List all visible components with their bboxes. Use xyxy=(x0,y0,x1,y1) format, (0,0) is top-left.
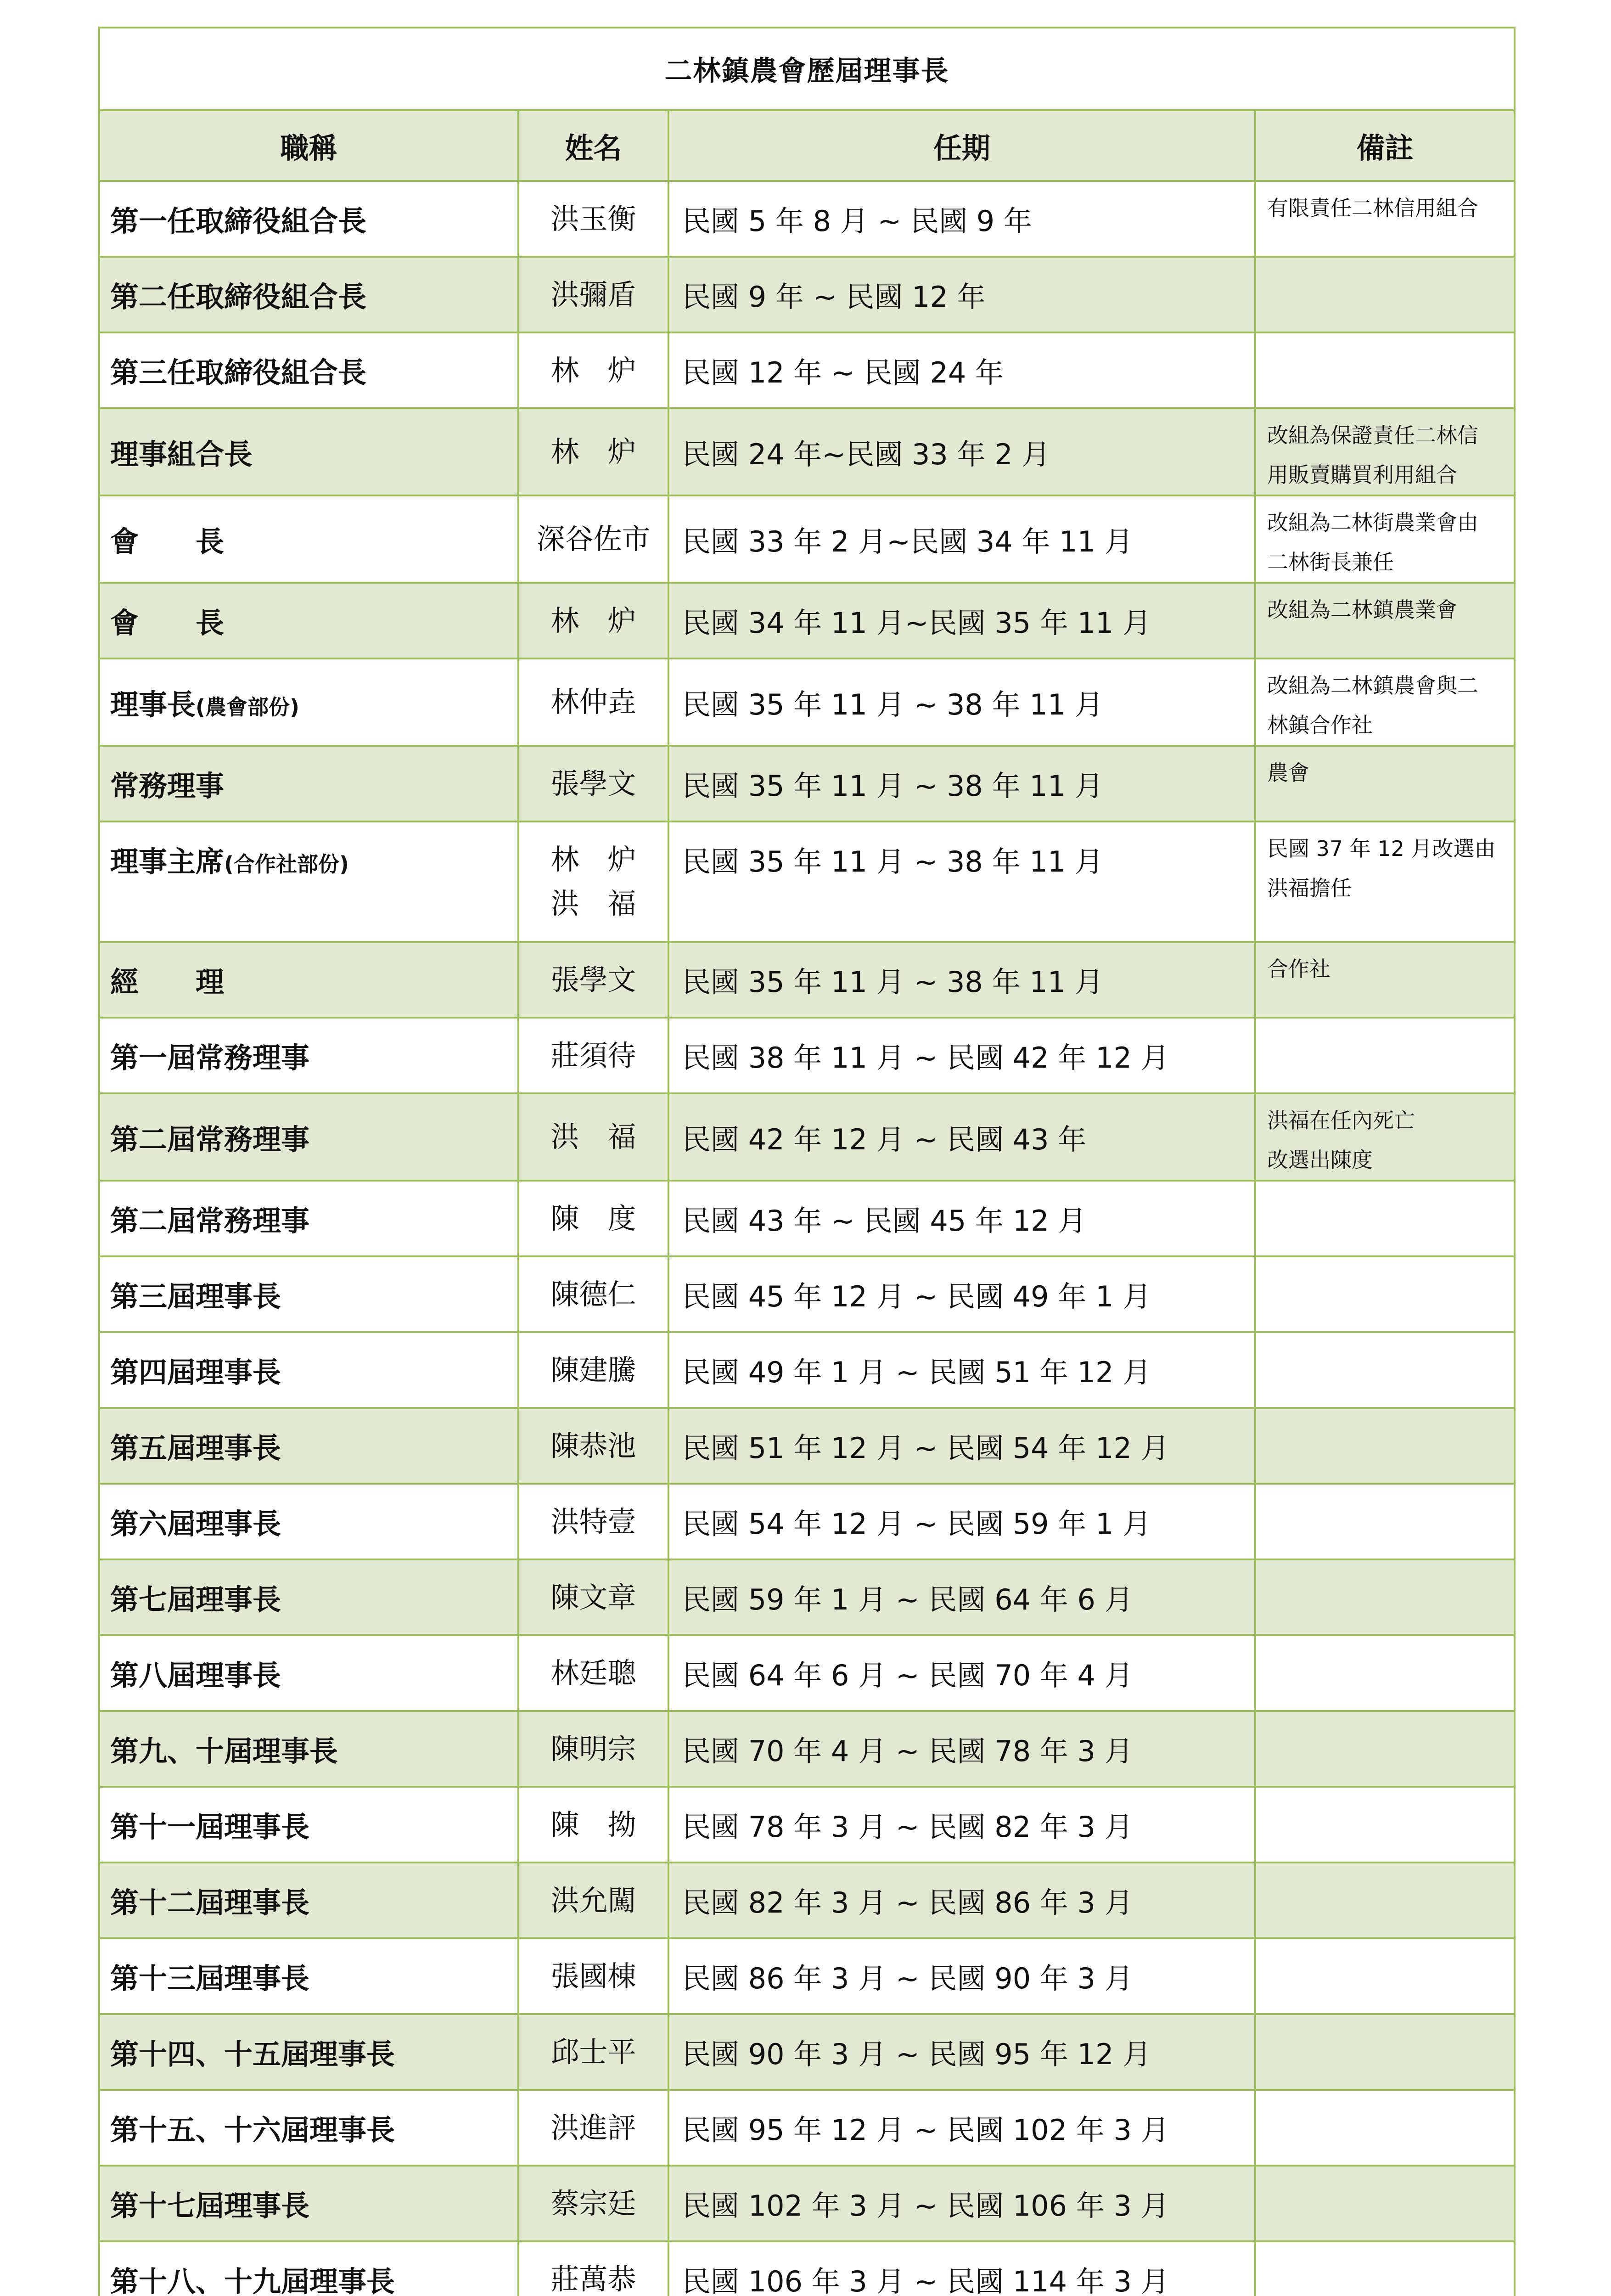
name-text: 莊須待 xyxy=(519,1034,668,1078)
table-row xyxy=(99,332,1515,408)
table-row xyxy=(99,658,1515,746)
position-cell xyxy=(99,1787,518,1863)
name-text: 林仲垚 xyxy=(519,680,668,724)
position-cell xyxy=(99,822,518,942)
term-cell: 民國 43 年 ~ 民國 45 年 12 月 xyxy=(668,1181,1255,1256)
position-subtext: (合作社部份) xyxy=(224,852,349,877)
position-cell xyxy=(99,181,518,257)
column-header-term: 任期 xyxy=(668,110,1255,181)
position-cell xyxy=(99,1635,518,1711)
table-row xyxy=(99,1559,1515,1635)
position-text: 第二屆常務理事 xyxy=(110,1204,309,1238)
term-cell: 民國 35 年 11 月 ~ 38 年 11 月 xyxy=(668,942,1255,1018)
position-text: 第二任取締役組合長 xyxy=(110,280,366,314)
note-cell xyxy=(1255,942,1515,1018)
position-text: 第一任取締役組合長 xyxy=(110,204,366,238)
note-text: 合作社 xyxy=(1267,949,1508,989)
table-row xyxy=(99,408,1515,495)
name-cell xyxy=(518,822,668,942)
note-cell xyxy=(1255,1332,1515,1408)
note-text: 民國 37 年 12 月改選由 xyxy=(1267,829,1508,868)
term-cell: 民國 102 年 3 月 ~ 民國 106 年 3 月 xyxy=(668,2166,1255,2241)
name-cell xyxy=(518,942,668,1018)
note-cell xyxy=(1255,1711,1515,1787)
table-row xyxy=(99,1018,1515,1093)
table-header-row xyxy=(99,110,1515,181)
position-cell xyxy=(99,942,518,1018)
note-text: 用販賣購買利用組合 xyxy=(1267,455,1508,495)
name-text: 洪允闖 xyxy=(519,1879,668,1923)
term-cell: 民國 70 年 4 月 ~ 民國 78 年 3 月 xyxy=(668,1711,1255,1787)
table-row xyxy=(99,1181,1515,1256)
position-cell xyxy=(99,1093,518,1181)
note-cell xyxy=(1255,1484,1515,1559)
table-row xyxy=(99,1863,1515,1938)
term-cell: 民國 5 年 8 月 ~ 民國 9 年 xyxy=(668,181,1255,257)
name-cell xyxy=(518,2090,668,2166)
note-cell xyxy=(1255,1093,1515,1181)
table-row xyxy=(99,1093,1515,1181)
name-cell xyxy=(518,332,668,408)
note-text: 改組為二林鎮農會與二 xyxy=(1267,666,1508,705)
table-row xyxy=(99,1635,1515,1711)
position-cell xyxy=(99,1938,518,2014)
name-text: 洪玉衡 xyxy=(519,197,668,241)
name-cell xyxy=(518,2241,668,2296)
name-cell xyxy=(518,181,668,257)
position-text: 理事長 xyxy=(110,688,196,721)
note-cell xyxy=(1255,2166,1515,2241)
position-text: 第五屆理事長 xyxy=(110,1431,281,1465)
position-cell xyxy=(99,495,518,583)
table-row xyxy=(99,2090,1515,2166)
note-cell xyxy=(1255,583,1515,658)
term-cell: 民國 49 年 1 月 ~ 民國 51 年 12 月 xyxy=(668,1332,1255,1408)
term-cell: 民國 42 年 12 月 ~ 民國 43 年 xyxy=(668,1093,1255,1181)
name-text: 邱士平 xyxy=(519,2030,668,2074)
term-cell: 民國 35 年 11 月 ~ 38 年 11 月 xyxy=(668,746,1255,822)
position-text: 會 長 xyxy=(110,606,224,640)
name-text: 陳德仁 xyxy=(519,1272,668,1317)
table-row xyxy=(99,822,1515,942)
note-cell xyxy=(1255,1181,1515,1256)
name-text: 張國棟 xyxy=(519,1954,668,1998)
position-text: 第七屆理事長 xyxy=(110,1583,281,1616)
note-text: 洪福擔任 xyxy=(1267,868,1508,908)
name-text: 洪 福 xyxy=(519,882,668,926)
position-cell xyxy=(99,408,518,495)
name-text: 洪進評 xyxy=(519,2106,668,2150)
term-cell: 民國 35 年 11 月 ~ 38 年 11 月 xyxy=(668,658,1255,746)
position-cell xyxy=(99,332,518,408)
table-row xyxy=(99,257,1515,332)
note-cell xyxy=(1255,1559,1515,1635)
name-text: 陳 拗 xyxy=(519,1803,668,1847)
table-row xyxy=(99,1332,1515,1408)
position-cell xyxy=(99,583,518,658)
term-cell: 民國 86 年 3 月 ~ 民國 90 年 3 月 xyxy=(668,1938,1255,2014)
name-text: 深谷佐市 xyxy=(519,517,668,561)
position-text: 第十三屆理事長 xyxy=(110,1962,309,1995)
note-cell xyxy=(1255,1938,1515,2014)
name-text: 陳建騰 xyxy=(519,1348,668,1392)
note-cell xyxy=(1255,332,1515,408)
name-cell xyxy=(518,1559,668,1635)
column-header-position: 職稱 xyxy=(99,110,518,181)
note-cell xyxy=(1255,2014,1515,2090)
position-cell xyxy=(99,1408,518,1484)
note-cell xyxy=(1255,1635,1515,1711)
position-text: 第十七屆理事長 xyxy=(110,2189,309,2223)
position-cell xyxy=(99,1181,518,1256)
table-title: 二林鎮農會歷屆理事長 xyxy=(99,28,1515,110)
name-cell xyxy=(518,1711,668,1787)
position-cell xyxy=(99,1256,518,1332)
name-cell xyxy=(518,1181,668,1256)
name-text: 莊萬恭 xyxy=(519,2257,668,2296)
name-cell xyxy=(518,746,668,822)
position-cell xyxy=(99,1863,518,1938)
name-text: 林 炉 xyxy=(519,430,668,474)
note-text: 改選出陳度 xyxy=(1267,1140,1508,1180)
term-cell: 民國 78 年 3 月 ~ 民國 82 年 3 月 xyxy=(668,1787,1255,1863)
position-text: 第九、十屆理事長 xyxy=(110,1734,338,1768)
name-text: 洪特壹 xyxy=(519,1500,668,1544)
note-text: 改組為二林街農業會由 xyxy=(1267,503,1508,542)
position-cell xyxy=(99,658,518,746)
table-row xyxy=(99,181,1515,257)
position-text: 第二屆常務理事 xyxy=(110,1123,309,1156)
term-cell: 民國 9 年 ~ 民國 12 年 xyxy=(668,257,1255,332)
table-row xyxy=(99,942,1515,1018)
note-cell xyxy=(1255,2090,1515,2166)
name-text: 林 炉 xyxy=(519,599,668,643)
position-cell xyxy=(99,2241,518,2296)
table-row xyxy=(99,1484,1515,1559)
term-cell: 民國 95 年 12 月 ~ 民國 102 年 3 月 xyxy=(668,2090,1255,2166)
position-cell xyxy=(99,746,518,822)
table-row xyxy=(99,1787,1515,1863)
term-cell: 民國 24 年~民國 33 年 2 月 xyxy=(668,408,1255,495)
name-text: 張學文 xyxy=(519,958,668,1002)
note-cell xyxy=(1255,495,1515,583)
name-text: 洪彌盾 xyxy=(519,273,668,317)
name-text: 陳 度 xyxy=(519,1197,668,1241)
position-text: 第六屆理事長 xyxy=(110,1507,281,1541)
position-cell xyxy=(99,2090,518,2166)
name-cell xyxy=(518,1484,668,1559)
term-cell: 民國 59 年 1 月 ~ 民國 64 年 6 月 xyxy=(668,1559,1255,1635)
position-cell xyxy=(99,257,518,332)
note-text: 二林街長兼任 xyxy=(1267,542,1508,582)
name-text: 洪 福 xyxy=(519,1115,668,1159)
name-cell xyxy=(518,257,668,332)
table-row xyxy=(99,2241,1515,2296)
name-cell xyxy=(518,1332,668,1408)
position-text: 第十一屆理事長 xyxy=(110,1810,309,1844)
term-cell: 民國 12 年 ~ 民國 24 年 xyxy=(668,332,1255,408)
note-cell xyxy=(1255,658,1515,746)
note-text: 改組為二林鎮農業會 xyxy=(1267,590,1508,630)
note-text: 農會 xyxy=(1267,753,1508,793)
position-text: 第十八、十九屆理事長 xyxy=(110,2265,395,2296)
position-text: 常務理事 xyxy=(110,769,224,803)
name-text: 陳明宗 xyxy=(519,1727,668,1771)
name-text: 林 炉 xyxy=(519,838,668,882)
table-row xyxy=(99,2014,1515,2090)
name-cell xyxy=(518,495,668,583)
name-cell xyxy=(518,1018,668,1093)
position-text: 第十四、十五屆理事長 xyxy=(110,2037,395,2071)
table-row xyxy=(99,1938,1515,2014)
table-row xyxy=(99,1711,1515,1787)
position-text: 第一屆常務理事 xyxy=(110,1041,309,1075)
table-row xyxy=(99,1256,1515,1332)
name-cell xyxy=(518,583,668,658)
position-text: 第十二屆理事長 xyxy=(110,1886,309,1919)
position-text: 經 理 xyxy=(110,965,224,999)
term-cell: 民國 38 年 11 月 ~ 民國 42 年 12 月 xyxy=(668,1018,1255,1093)
note-cell xyxy=(1255,408,1515,495)
note-cell xyxy=(1255,1018,1515,1093)
term-cell: 民國 82 年 3 月 ~ 民國 86 年 3 月 xyxy=(668,1863,1255,1938)
term-cell: 民國 51 年 12 月 ~ 民國 54 年 12 月 xyxy=(668,1408,1255,1484)
term-cell: 民國 34 年 11 月~民國 35 年 11 月 xyxy=(668,583,1255,658)
note-cell xyxy=(1255,181,1515,257)
note-text: 有限責任二林信用組合 xyxy=(1267,188,1508,228)
term-cell: 民國 33 年 2 月~民國 34 年 11 月 xyxy=(668,495,1255,583)
name-text: 林廷聰 xyxy=(519,1651,668,1695)
position-cell xyxy=(99,1332,518,1408)
note-cell xyxy=(1255,746,1515,822)
position-text: 第三屆理事長 xyxy=(110,1280,281,1313)
name-cell xyxy=(518,1938,668,2014)
note-cell xyxy=(1255,822,1515,942)
name-cell xyxy=(518,1787,668,1863)
name-text: 陳文章 xyxy=(519,1576,668,1620)
name-text: 張學文 xyxy=(519,762,668,806)
position-text: 第四屆理事長 xyxy=(110,1356,281,1389)
name-cell xyxy=(518,1863,668,1938)
name-cell xyxy=(518,408,668,495)
position-subtext: (農會部份) xyxy=(196,695,299,720)
name-cell xyxy=(518,1093,668,1181)
name-cell xyxy=(518,1408,668,1484)
note-text: 洪福在任內死亡 xyxy=(1267,1101,1508,1140)
name-cell xyxy=(518,2166,668,2241)
name-text: 蔡宗廷 xyxy=(519,2182,668,2226)
table-row xyxy=(99,746,1515,822)
table-row xyxy=(99,2166,1515,2241)
note-text: 林鎮合作社 xyxy=(1267,705,1508,745)
name-cell xyxy=(518,1635,668,1711)
term-cell: 民國 106 年 3 月 ~ 民國 114 年 3 月 xyxy=(668,2241,1255,2296)
position-cell xyxy=(99,1711,518,1787)
term-cell: 民國 45 年 12 月 ~ 民國 49 年 1 月 xyxy=(668,1256,1255,1332)
column-header-name: 姓名 xyxy=(518,110,668,181)
position-text: 第八屆理事長 xyxy=(110,1659,281,1692)
table-body xyxy=(99,181,1515,2296)
chairmen-table xyxy=(98,27,1516,2296)
position-text: 理事組合長 xyxy=(110,438,253,471)
position-cell xyxy=(99,2166,518,2241)
term-cell: 民國 35 年 11 月 ~ 38 年 11 月 xyxy=(668,822,1255,942)
note-cell xyxy=(1255,2241,1515,2296)
term-cell: 民國 90 年 3 月 ~ 民國 95 年 12 月 xyxy=(668,2014,1255,2090)
position-cell xyxy=(99,1018,518,1093)
position-text: 會 長 xyxy=(110,525,224,558)
table-row xyxy=(99,583,1515,658)
note-text: 改組為保證責任二林信 xyxy=(1267,416,1508,455)
name-cell xyxy=(518,658,668,746)
name-text: 林 炉 xyxy=(519,349,668,393)
note-cell xyxy=(1255,257,1515,332)
note-cell xyxy=(1255,1408,1515,1484)
position-cell xyxy=(99,1484,518,1559)
name-cell xyxy=(518,2014,668,2090)
position-text: 第十五、十六屆理事長 xyxy=(110,2113,395,2147)
table-row xyxy=(99,495,1515,583)
note-cell xyxy=(1255,1787,1515,1863)
term-cell: 民國 54 年 12 月 ~ 民國 59 年 1 月 xyxy=(668,1484,1255,1559)
position-cell xyxy=(99,2014,518,2090)
document-page xyxy=(98,27,1514,2296)
name-cell xyxy=(518,1256,668,1332)
note-cell xyxy=(1255,1863,1515,1938)
position-text: 理事主席 xyxy=(110,845,224,878)
position-text: 第三任取締役組合長 xyxy=(110,356,366,389)
column-header-note: 備註 xyxy=(1255,110,1515,181)
note-cell xyxy=(1255,1256,1515,1332)
table-row xyxy=(99,1408,1515,1484)
position-cell xyxy=(99,1559,518,1635)
name-text: 陳恭池 xyxy=(519,1424,668,1468)
term-cell: 民國 64 年 6 月 ~ 民國 70 年 4 月 xyxy=(668,1635,1255,1711)
